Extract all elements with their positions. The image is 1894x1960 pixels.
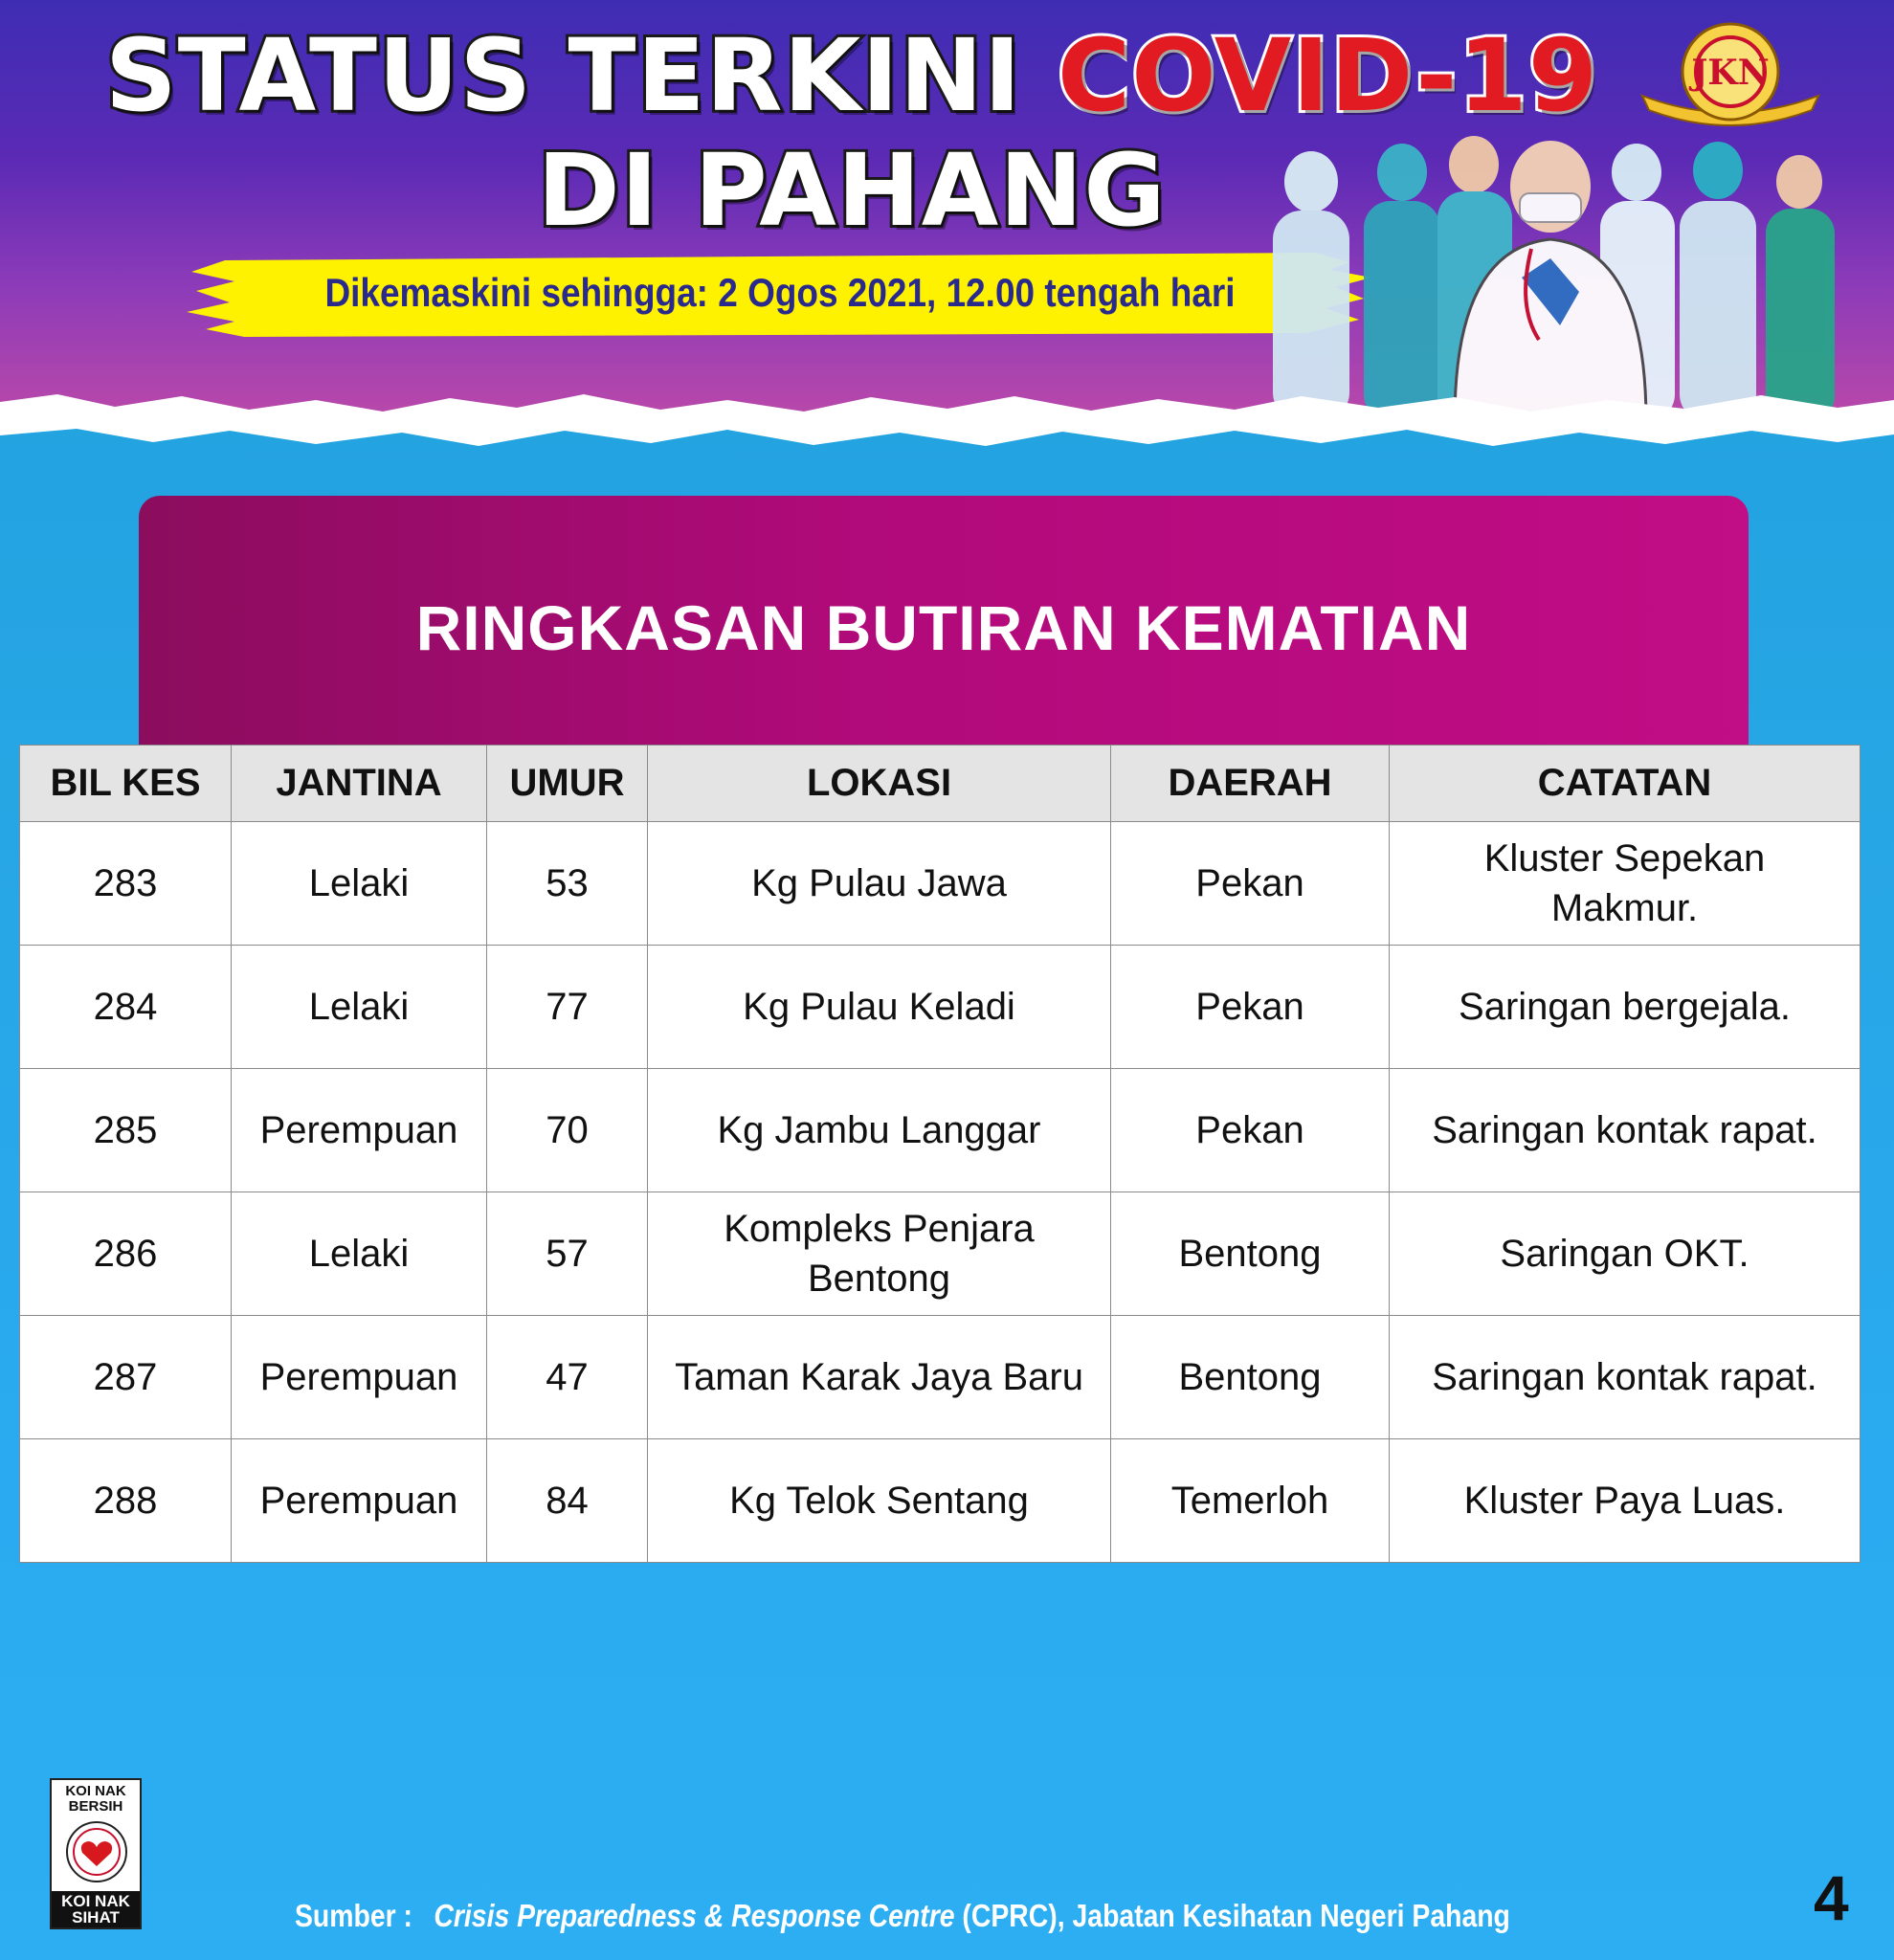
cell-district: Bentong	[1111, 1316, 1390, 1439]
cell-location: Kg Jambu Langgar	[648, 1069, 1111, 1192]
cell-notes: Saringan bergejala.	[1390, 946, 1861, 1069]
cell-notes: Saringan kontak rapat.	[1390, 1069, 1861, 1192]
cell-notes: Saringan OKT.	[1390, 1192, 1861, 1316]
source-credit	[295, 1898, 1510, 1934]
header-district: DAERAH	[1111, 746, 1390, 822]
header-case-number: BIL KES	[20, 746, 232, 822]
cell-case-number: 284	[20, 946, 232, 1069]
source-label: Sumber :	[295, 1898, 413, 1933]
title-line-1	[0, 17, 1704, 134]
cell-gender: Perempuan	[232, 1069, 487, 1192]
cell-case-number: 285	[20, 1069, 232, 1192]
cell-notes: Kluster Paya Luas.	[1390, 1439, 1861, 1563]
cell-location: Kg Pulau Keladi	[648, 946, 1111, 1069]
updated-date-text: Dikemaskini sehingga: 2 Ogos 2021, 12.00 tengah hari	[324, 270, 1236, 315]
title-covid: COVID-19	[1057, 17, 1599, 134]
heart-hands-icon	[65, 1818, 128, 1885]
cell-age: 70	[487, 1069, 648, 1192]
header-location: LOKASI	[648, 746, 1111, 822]
header-notes: CATATAN	[1390, 746, 1861, 822]
cell-case-number: 286	[20, 1192, 232, 1316]
cell-age: 47	[487, 1316, 648, 1439]
cell-location: Taman Karak Jaya Baru	[648, 1316, 1111, 1439]
header-age: UMUR	[487, 746, 648, 822]
cell-gender: Perempuan	[232, 1316, 487, 1439]
card-title: RINGKASAN BUTIRAN KEMATIAN	[415, 592, 1472, 663]
source-department: (CPRC), Jabatan Kesihatan Negeri Pahang	[954, 1898, 1510, 1933]
koi-logo-top-text: KOI NAK BERSIH	[65, 1783, 126, 1815]
page-number: 4	[1814, 1862, 1849, 1933]
koi-nak-sihat-logo	[50, 1778, 142, 1929]
koi-logo-bottom-text: KOI NAK SIHAT	[52, 1891, 140, 1927]
table-row	[20, 1069, 1861, 1192]
title-status: STATUS TERKINI	[104, 17, 1058, 134]
cell-gender: Lelaki	[232, 822, 487, 946]
table-row	[20, 822, 1861, 946]
cell-case-number: 283	[20, 822, 232, 946]
source-organization: Crisis Preparedness & Response Centre	[434, 1898, 955, 1933]
summary-card-header	[139, 496, 1749, 746]
svg-text:JKN: JKN	[1691, 53, 1770, 93]
cell-district: Bentong	[1111, 1192, 1390, 1316]
cell-district: Pekan	[1111, 822, 1390, 946]
cell-gender: Lelaki	[232, 1192, 487, 1316]
cell-location: Kg Pulau Jawa	[648, 822, 1111, 946]
jkn-logo-icon	[1635, 14, 1826, 134]
table-row	[20, 946, 1861, 1069]
table-row	[20, 1192, 1861, 1316]
deaths-table	[19, 745, 1861, 1563]
cell-case-number: 288	[20, 1439, 232, 1563]
header-gender: JANTINA	[232, 746, 487, 822]
title-location: DI PAHANG	[537, 132, 1167, 249]
cell-age: 53	[487, 822, 648, 946]
cell-age: 57	[487, 1192, 648, 1316]
cell-gender: Perempuan	[232, 1439, 487, 1563]
cell-district: Pekan	[1111, 946, 1390, 1069]
table-row	[20, 1316, 1861, 1439]
cell-gender: Lelaki	[232, 946, 487, 1069]
updated-banner	[187, 249, 1373, 340]
cell-location: Kompleks Penjara Bentong	[648, 1192, 1111, 1316]
table-header-row	[20, 746, 1861, 822]
torn-paper-edge	[0, 383, 1894, 450]
cell-notes: Kluster Sepekan Makmur.	[1390, 822, 1861, 946]
health-workers-illustration	[1235, 134, 1866, 421]
cell-location: Kg Telok Sentang	[648, 1439, 1111, 1563]
header-banner	[0, 0, 1894, 450]
cell-age: 77	[487, 946, 648, 1069]
cell-district: Pekan	[1111, 1069, 1390, 1192]
table-row	[20, 1439, 1861, 1563]
cell-case-number: 287	[20, 1316, 232, 1439]
cell-notes: Saringan kontak rapat.	[1390, 1316, 1861, 1439]
cell-district: Temerloh	[1111, 1439, 1390, 1563]
cell-age: 84	[487, 1439, 648, 1563]
